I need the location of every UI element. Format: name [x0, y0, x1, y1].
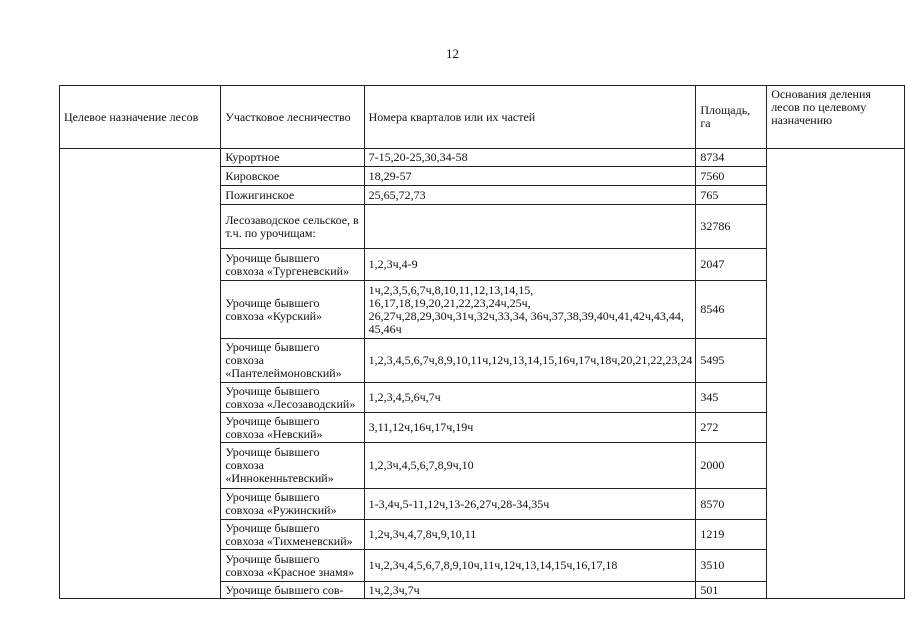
quarters-cell: 1ч,2,3ч,7ч — [364, 582, 696, 599]
area-cell: 272 — [696, 413, 767, 443]
forestry-cell: Пожигинское — [221, 186, 364, 205]
forestry-cell: Кировское — [221, 167, 364, 186]
area-cell: 765 — [696, 186, 767, 205]
quarters-cell: 7-15,20-25,30,34-58 — [364, 149, 696, 167]
forestry-cell: Урочище бывшего совхоза «Красное знамя» — [221, 550, 364, 582]
quarters-cell: 18,29-57 — [364, 167, 696, 186]
area-cell: 2000 — [696, 443, 767, 489]
forestry-cell: Урочище бывшего совхоза «Пантелеймоновский» — [221, 339, 364, 383]
quarters-cell: 1,2,3ч,4-9 — [364, 249, 696, 281]
area-cell: 345 — [696, 383, 767, 413]
quarters-cell — [364, 205, 696, 249]
quarters-cell: 1,2ч,3ч,4,7,8ч,9,10,11 — [364, 520, 696, 550]
header-forestry: Участковое лесничество — [221, 86, 364, 149]
area-cell: 3510 — [696, 550, 767, 582]
forest-purpose-table — [59, 85, 905, 599]
table-header-row — [60, 86, 905, 149]
forestry-cell: Урочище бывшего совхоза «Лесозаводский» — [221, 383, 364, 413]
header-area: Площадь, га — [696, 86, 767, 149]
forestry-cell: Урочище бывшего сов- — [221, 582, 364, 599]
quarters-cell: 1ч,2,3ч,4,5,6,7,8,9,10ч,11ч,12ч,13,14,15ч,16,17,18 — [364, 550, 696, 582]
quarters-cell: 1,2,3ч,4,5,6,7,8,9ч,10 — [364, 443, 696, 489]
forestry-cell: Курортное — [221, 149, 364, 167]
quarters-cell: 1,2,3,4,5,6ч,7ч — [364, 383, 696, 413]
quarters-cell: 1ч,2,3,5,6,7ч,8,10,11,12,13,14,15, 16,17,18,19,20,21,22,23,24ч,25ч, 26,27ч,28,29,30ч,31ч,32ч,33,34, 36ч,37,38,39,40ч,41,42ч,43,44, 45,46ч — [364, 281, 696, 339]
table-row — [60, 149, 905, 167]
header-quarters: Номера кварталов или их частей — [364, 86, 696, 149]
area-cell: 8734 — [696, 149, 767, 167]
forestry-cell: Урочище бывшего совхоза «Ружинский» — [221, 489, 364, 520]
quarters-cell: 1-3,4ч,5-11,12ч,13-26,27ч,28-34,35ч — [364, 489, 696, 520]
forestry-cell: Урочище бывшего совхоза «Тихменевский» — [221, 520, 364, 550]
area-cell: 2047 — [696, 249, 767, 281]
area-cell: 5495 — [696, 339, 767, 383]
area-cell: 32786 — [696, 205, 767, 249]
area-cell: 8570 — [696, 489, 767, 520]
purpose-cell — [60, 149, 221, 599]
area-cell: 501 — [696, 582, 767, 599]
forestry-cell: Урочище бывшего совхоза «Иннокенньтевский» — [221, 443, 364, 489]
basis-cell — [767, 149, 905, 599]
page-number: 12 — [446, 46, 459, 61]
quarters-cell: 3,11,12ч,16ч,17ч,19ч — [364, 413, 696, 443]
forestry-cell: Урочище бывшего совхоза «Тургеневский» — [221, 249, 364, 281]
area-cell: 8546 — [696, 281, 767, 339]
forestry-cell: Урочище бывшего совхоза «Курский» — [221, 281, 364, 339]
quarters-cell: 1,2,3,4,5,6,7ч,8,9,10,11ч,12ч,13,14,15,16ч,17ч,18ч,20,21,22,23,24 — [364, 339, 696, 383]
area-cell: 7560 — [696, 167, 767, 186]
header-purpose: Целевое назначение лесов — [60, 86, 221, 149]
header-basis: Основания деления лесов по целевому назначению — [767, 86, 905, 149]
quarters-cell: 25,65,72,73 — [364, 186, 696, 205]
area-cell: 1219 — [696, 520, 767, 550]
forestry-cell: Урочище бывшего совхоза «Невский» — [221, 413, 364, 443]
forestry-cell: Лесозаводское сельское, в т.ч. по урочищам: — [221, 205, 364, 249]
